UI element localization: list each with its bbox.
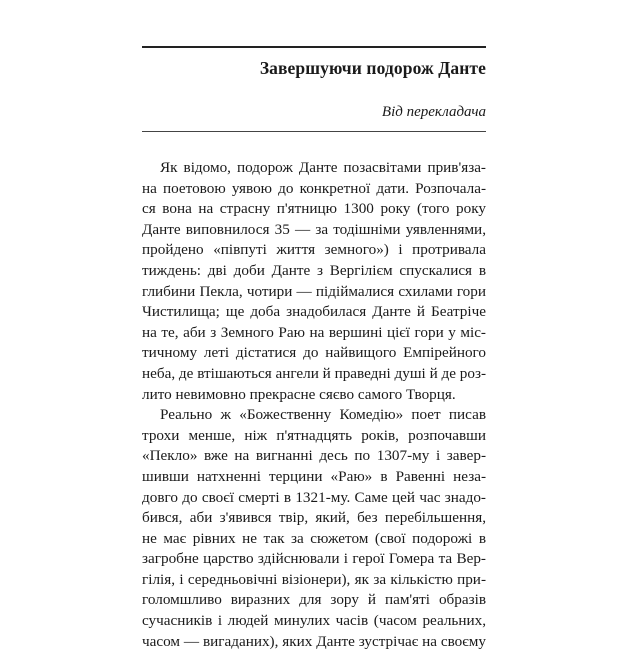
text-line: лито невимовно прекрасне сяєво самого Творця. [142, 385, 456, 403]
text-line: довго до своєї смерті в 1321-му. Саме цей час знадо- [142, 488, 486, 506]
body-text [142, 158, 486, 652]
text-line: глибини Пекла, чотири — підіймалися схилами гори [142, 282, 486, 300]
text-line: Реально ж «Божественну Комедію» поет писав [160, 406, 486, 424]
chapter-subtitle: Від перекладача [381, 104, 486, 120]
text-line: сучасників і людей минулих часів (часом реальних, [142, 612, 486, 630]
text-line: тичному леті дістатися до найвищого Емпірейного [142, 344, 486, 362]
top-rule [142, 46, 486, 48]
text-line: на те, аби з Земного Раю на вершині цієї гори у міс- [142, 323, 486, 341]
text-line: на поетовою уявою до конкретної дати. Розпочала- [142, 179, 486, 197]
text-line: не має рівних не так за сюжетом (свої подорожі в [142, 529, 486, 547]
text-line: «Пекло» вже на вигнанні десь по 1307-му і завер- [142, 447, 486, 465]
bottom-rule [142, 131, 486, 132]
text-line: Як відомо, подорож Данте позасвітами прив'яза- [160, 159, 486, 176]
text-line: гілія, і середньовічні візіонери), як за кількістю при- [142, 570, 486, 588]
text-line: загробне царство здійснювали і герої Гомера та Вер- [142, 550, 486, 568]
text-line: неба, де втішаються ангели й праведні душі й де роз- [142, 364, 486, 382]
text-line: пройдено «півпуті життя земного») і протривала [142, 241, 486, 259]
text-line: голомшливо виразних для зору й пам'яті образів [142, 591, 486, 609]
chapter-title: Завершуючи подорож Данте [259, 58, 486, 78]
text-line: тиждень: дві доби Данте з Вергілієм спускалися в [142, 261, 486, 279]
text-line: ся вона на страсну п'ятницю 1300 року (того року [142, 200, 486, 218]
text-line: бився, аби з'явився твір, який, без перебільшення, [142, 509, 486, 527]
text-line: трохи менше, ніж п'ятнадцять років, розпочавши [142, 426, 486, 444]
text-line: часом — вигаданих), яких Данте зустрічає на своєму [142, 632, 486, 650]
text-line: шивши натхненні терцини «Раю» в Равенні неза- [142, 467, 486, 485]
text-line: Чистилища; ще доба знадобилася Данте й Беатріче [142, 303, 486, 321]
text-line: Данте виповнилося 35 — за тодішніми уявленнями, [142, 220, 486, 238]
